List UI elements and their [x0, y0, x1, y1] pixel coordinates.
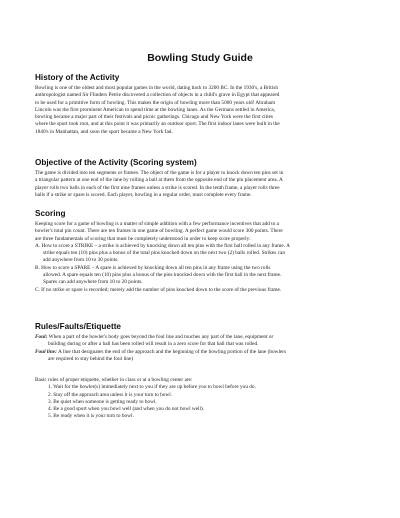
scoring-item-line: add anywhere from 10 to 30 points. — [43, 257, 119, 264]
scoring-paragraph — [35, 221, 369, 294]
scoring-line: Keeping score for a game of bowling is a matter of simple addition with a few performance incentives that add to a — [35, 221, 280, 227]
foul-text: When a part of the bowler's body goes beyond the foul line and touches any part of the lane, equipment or — [48, 334, 274, 340]
objective-paragraph — [35, 170, 369, 199]
history-line: anthropologist named Sir Flinders Petrie discovered a collection of objects in a child's grave in Egypt that appeared — [35, 92, 280, 99]
scoring-item-strike: A. How to score a STRIKE – a strike is achieved by knocking down all ten pins with the first ball rolled in any frame. A — [35, 242, 290, 249]
etiquette-item: 5. Be ready when it is your turn to bowl. — [48, 413, 134, 420]
foul-line-text: A line that designates the end of the approach and the beginning of the bowling portion of the lane (bowlers — [57, 348, 287, 355]
history-line: Bowling is one of the oldest and most popular games in the world, dating back to 3200 BC. In the 1930's, a British — [35, 85, 278, 91]
history-line: where the sport took root, and at this point it was primarily an outdoor sport. The first indoor lanes were built in the — [35, 121, 280, 128]
etiquette-item: 1. Wait for the bowler(s) immediately next to you if they are up before you to bowl before you do. — [48, 384, 256, 391]
foul-line-label: Foul line: — [35, 348, 57, 355]
objective-line: a triangular pattern at one end of the lane by rolling a ball at them from the opposite end of the pin placement area. A — [35, 177, 283, 184]
history-line: bowling became a major part of their festivals and picnic gatherings. Chicago and New York were the first cities — [35, 114, 273, 121]
objective-line: player rolls two balls in each of the first nine frames unless a strike is scored. In the tenth frame, a player rolls three — [35, 184, 280, 191]
scoring-item-line: allowed. A spare equals ten (10) pins plus a bonus of the pins knocked down with the first ball in the next frame. — [43, 272, 282, 279]
scoring-item-open: C. If no strike or spare is recorded; merely add the number of pins knocked down to the score of the previous frame. — [35, 286, 282, 293]
etiquette-item: 4. Be a good sport when you bowl well (and when you do not bowl well). — [48, 406, 205, 413]
rules-heading: Rules/Faults/Etiquette — [35, 322, 121, 331]
history-paragraph — [35, 85, 369, 136]
etiquette-intro: Basic rules of proper etiquette, whether in class or at a bowling center are: — [35, 377, 193, 383]
foul-text-continued: building during or after a ball has been rolled will result in a zero score for that ball that was rolled. — [48, 341, 259, 348]
etiquette-item: 3. Be quiet when someone is getting ready to bowl. — [48, 398, 157, 405]
scoring-heading: Scoring — [35, 209, 66, 218]
foul-line-text-continued: are required to stay behind the foul line) — [48, 355, 134, 362]
page-title: Bowling Study Guide — [147, 52, 253, 64]
foul-label: Foul: — [35, 334, 48, 340]
scoring-item-spare: B. How to score a SPARE – A spare is achieved by knocking down all ten pins in any frame using the two rolls — [35, 264, 271, 271]
objective-heading: Objective of the Activity (Scoring system) — [35, 158, 197, 167]
history-heading: History of the Activity — [35, 73, 120, 82]
history-line: Lincoln was the first prominent American to spend time at the bowling lanes. As the Germans settled in America, — [35, 106, 276, 113]
history-line: to be used for a primitive form of bowling. This makes the origin of bowling more than 5000 years old! Abraham — [35, 99, 276, 106]
etiquette-item: 2. Stay off the approach area unless it is your turn to bowl. — [48, 391, 173, 398]
scoring-item-line: strike equals ten (10) pins plus a bonus of the total pins knocked down on the next two (2) balls rolled. Strikes can — [43, 250, 285, 257]
rules-definitions — [35, 334, 369, 363]
etiquette-section — [35, 377, 369, 421]
scoring-line: are three fundamentals of scoring that must be completely understood in order to keep score properly: — [35, 235, 251, 242]
foul-line-definition — [35, 349, 369, 356]
objective-line: balls if a strike or spare is scored. Each player, bowling in a regular order, must complete every frame. — [35, 191, 252, 198]
scoring-item-line: Spares can add anywhere from 10 to 20 points. — [43, 279, 143, 286]
objective-line: The game is divided into ten segments or frames. The object of the game is for a player to knock down ten pins set in — [35, 170, 284, 176]
history-line: 1840's in Manhattan, and soon the sport became a New York fad. — [35, 128, 173, 135]
scoring-line: bowler's total pin count. There are ten frames in one game of bowling. A perfect game would score 300 points. There — [35, 228, 283, 235]
